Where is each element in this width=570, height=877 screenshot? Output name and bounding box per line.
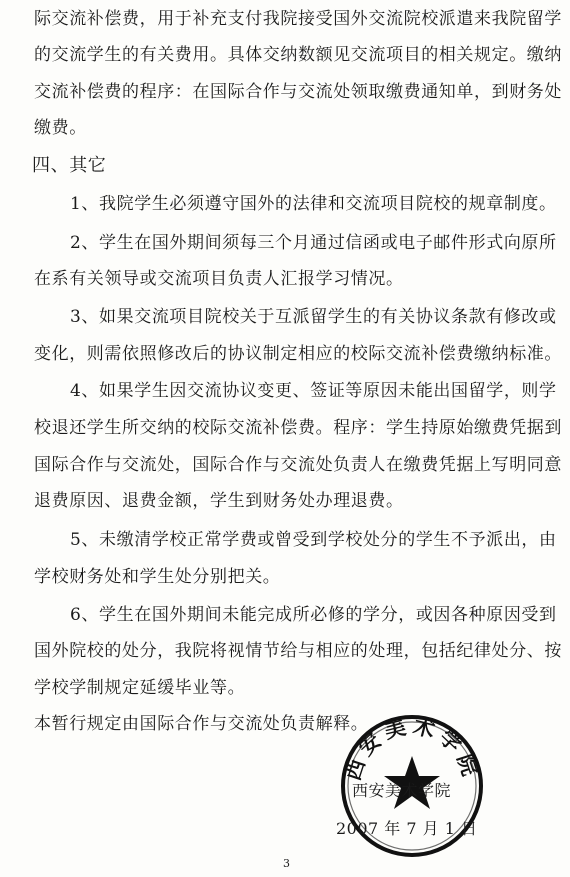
signature-organization: 西安美术学院	[352, 781, 452, 800]
signature-date: 2007 年 7 月 1 日	[336, 819, 478, 838]
section-heading: 四、其它	[32, 155, 107, 176]
list-item-line: 5、未缴清学校正常学费或曾受到学校处分的学生不予派出，由	[70, 530, 557, 550]
list-item-line: 6、学生在国外期间未能完成所必修的学分，或因各种原因受到	[70, 605, 557, 625]
list-item-line: 在系有关领导或交流项目负责人汇报学习情况。	[34, 269, 404, 289]
list-item-line: 4、如果学生因交流协议变更、签证等原因未能出国留学，则学	[70, 381, 557, 401]
list-item-line: 变化，则需依照修改后的协议制定相应的校际交流补偿费缴纳标准。	[34, 344, 562, 364]
list-item-line: 2、学生在国外期间须每三个月通过信函或电子邮件形式向原所	[70, 233, 557, 253]
paragraph-line: 的交流学生的有关费用。具体交纳数额见交流项目的相关规定。缴纳	[34, 45, 562, 65]
list-item-line: 国际合作与交流处，国际合作与交流处负责人在缴费凭据上写明同意	[34, 455, 562, 475]
paragraph-line: 缴费。	[34, 118, 87, 138]
closing-statement: 本暂行规定由国际合作与交流处负责解释。	[34, 714, 369, 734]
list-item-line: 退费原因、退费金额，学生到财务处办理退费。	[34, 491, 404, 511]
seal-lettering: 西安美术学院	[340, 713, 484, 784]
list-item-line: 1、我院学生必须遵守国外的法律和交流项目院校的规章制度。	[70, 194, 557, 214]
paragraph-line: 交流补偿费的程序：在国际合作与交流处领取缴费通知单，到财务处	[34, 82, 562, 102]
list-item-line: 学校学制规定延缓毕业等。	[34, 678, 246, 698]
list-item-line: 校退还学生所交纳的校际交流补偿费。程序：学生持原始缴费凭据到	[34, 418, 562, 438]
list-item-line: 3、如果交流项目院校关于互派留学生的有关协议条款有修改或	[70, 307, 557, 327]
page-number: 3	[283, 857, 290, 870]
list-item-line: 学校财务处和学生处分别把关。	[34, 567, 281, 587]
list-item-line: 国外院校的处分，我院将视情节给与相应的处理，包括纪律处分、按	[34, 641, 562, 661]
paragraph-line: 际交流补偿费，用于补充支付我院接受国外交流院校派遣来我院留学	[34, 9, 562, 29]
